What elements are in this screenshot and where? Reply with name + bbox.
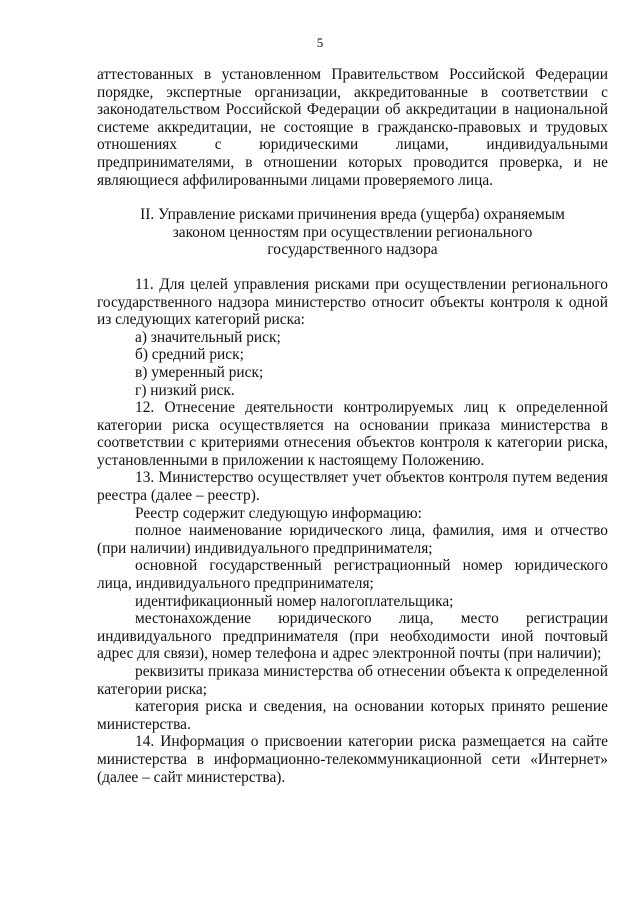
registry-item-location: местонахождение юридического лица, место регистрации индивидуального предпринимателя (при необходимости иной почтовый адрес для связи), номер телефона и адрес электронной почты (при наличии);	[97, 610, 608, 663]
registry-contents-intro: Реестр содержит следующую информацию:	[135, 504, 422, 522]
paragraph-13: 13. Министерство осуществляет учет объектов контроля путем ведения реестра (далее – реестр).	[97, 469, 608, 505]
document-body	[97, 66, 608, 786]
intro-paragraph: аттестованных в установленном Правительством Российской Федерации порядке, экспертные организации, аккредитованные в соответствии с законодательством Российской Федерации об аккредитации в национальной системе аккредитации, не состоящие в гражданско-правовых и трудовых отношениях с юридическими лицами, индивидуальными предпринимателями, в отношении которых проводится проверка, и не являющиеся аффилированными лицами проверяемого лица.	[97, 66, 608, 189]
paragraph-14: 14. Информация о присвоении категории риска размещается на сайте министерства в информационно-телекоммуникационной сети «Интернет» (далее – сайт министерства).	[97, 733, 608, 786]
registry-item-inn: идентификационный номер налогоплательщика;	[135, 592, 454, 610]
paragraph-11: 11. Для целей управления рисками при осуществлении регионального государственного надзора министерство относит объекты контроля к одной из следующих категорий риска:	[97, 275, 608, 329]
risk-category-d: г) низкий риск.	[135, 381, 235, 399]
registry-item-order: реквизиты приказа министерства об отнесении объекта к определенной категории риска;	[97, 663, 608, 698]
paragraph-12: 12. Отнесение деятельности контролируемых лиц к определенной категории риска осуществляется на основании приказа министерства в соответствии с критериями отнесения объектов контроля к категории риска, установленными в приложении к настоящему Положению.	[97, 399, 608, 469]
registry-item-category: категория риска и сведения, на основании которых принято решение министерства.	[97, 698, 608, 733]
page-number: 5	[316, 35, 324, 50]
risk-category-c: в) умеренный риск;	[135, 363, 264, 381]
registry-item-name: полное наименование юридического лица, фамилия, имя и отчество (при наличии) индивидуального предпринимателя;	[97, 522, 608, 557]
risk-category-a: а) значительный риск;	[135, 328, 281, 346]
risk-category-b: б) средний риск;	[135, 346, 244, 364]
section-heading: II. Управление рисками причинения вреда (ущерба) охраняемым законом ценностям при осуществлении регионального государственного надзора	[140, 206, 565, 259]
registry-item-ogrn: основной государственный регистрационный номер юридического лица, индивидуального предпринимателя;	[97, 557, 608, 593]
